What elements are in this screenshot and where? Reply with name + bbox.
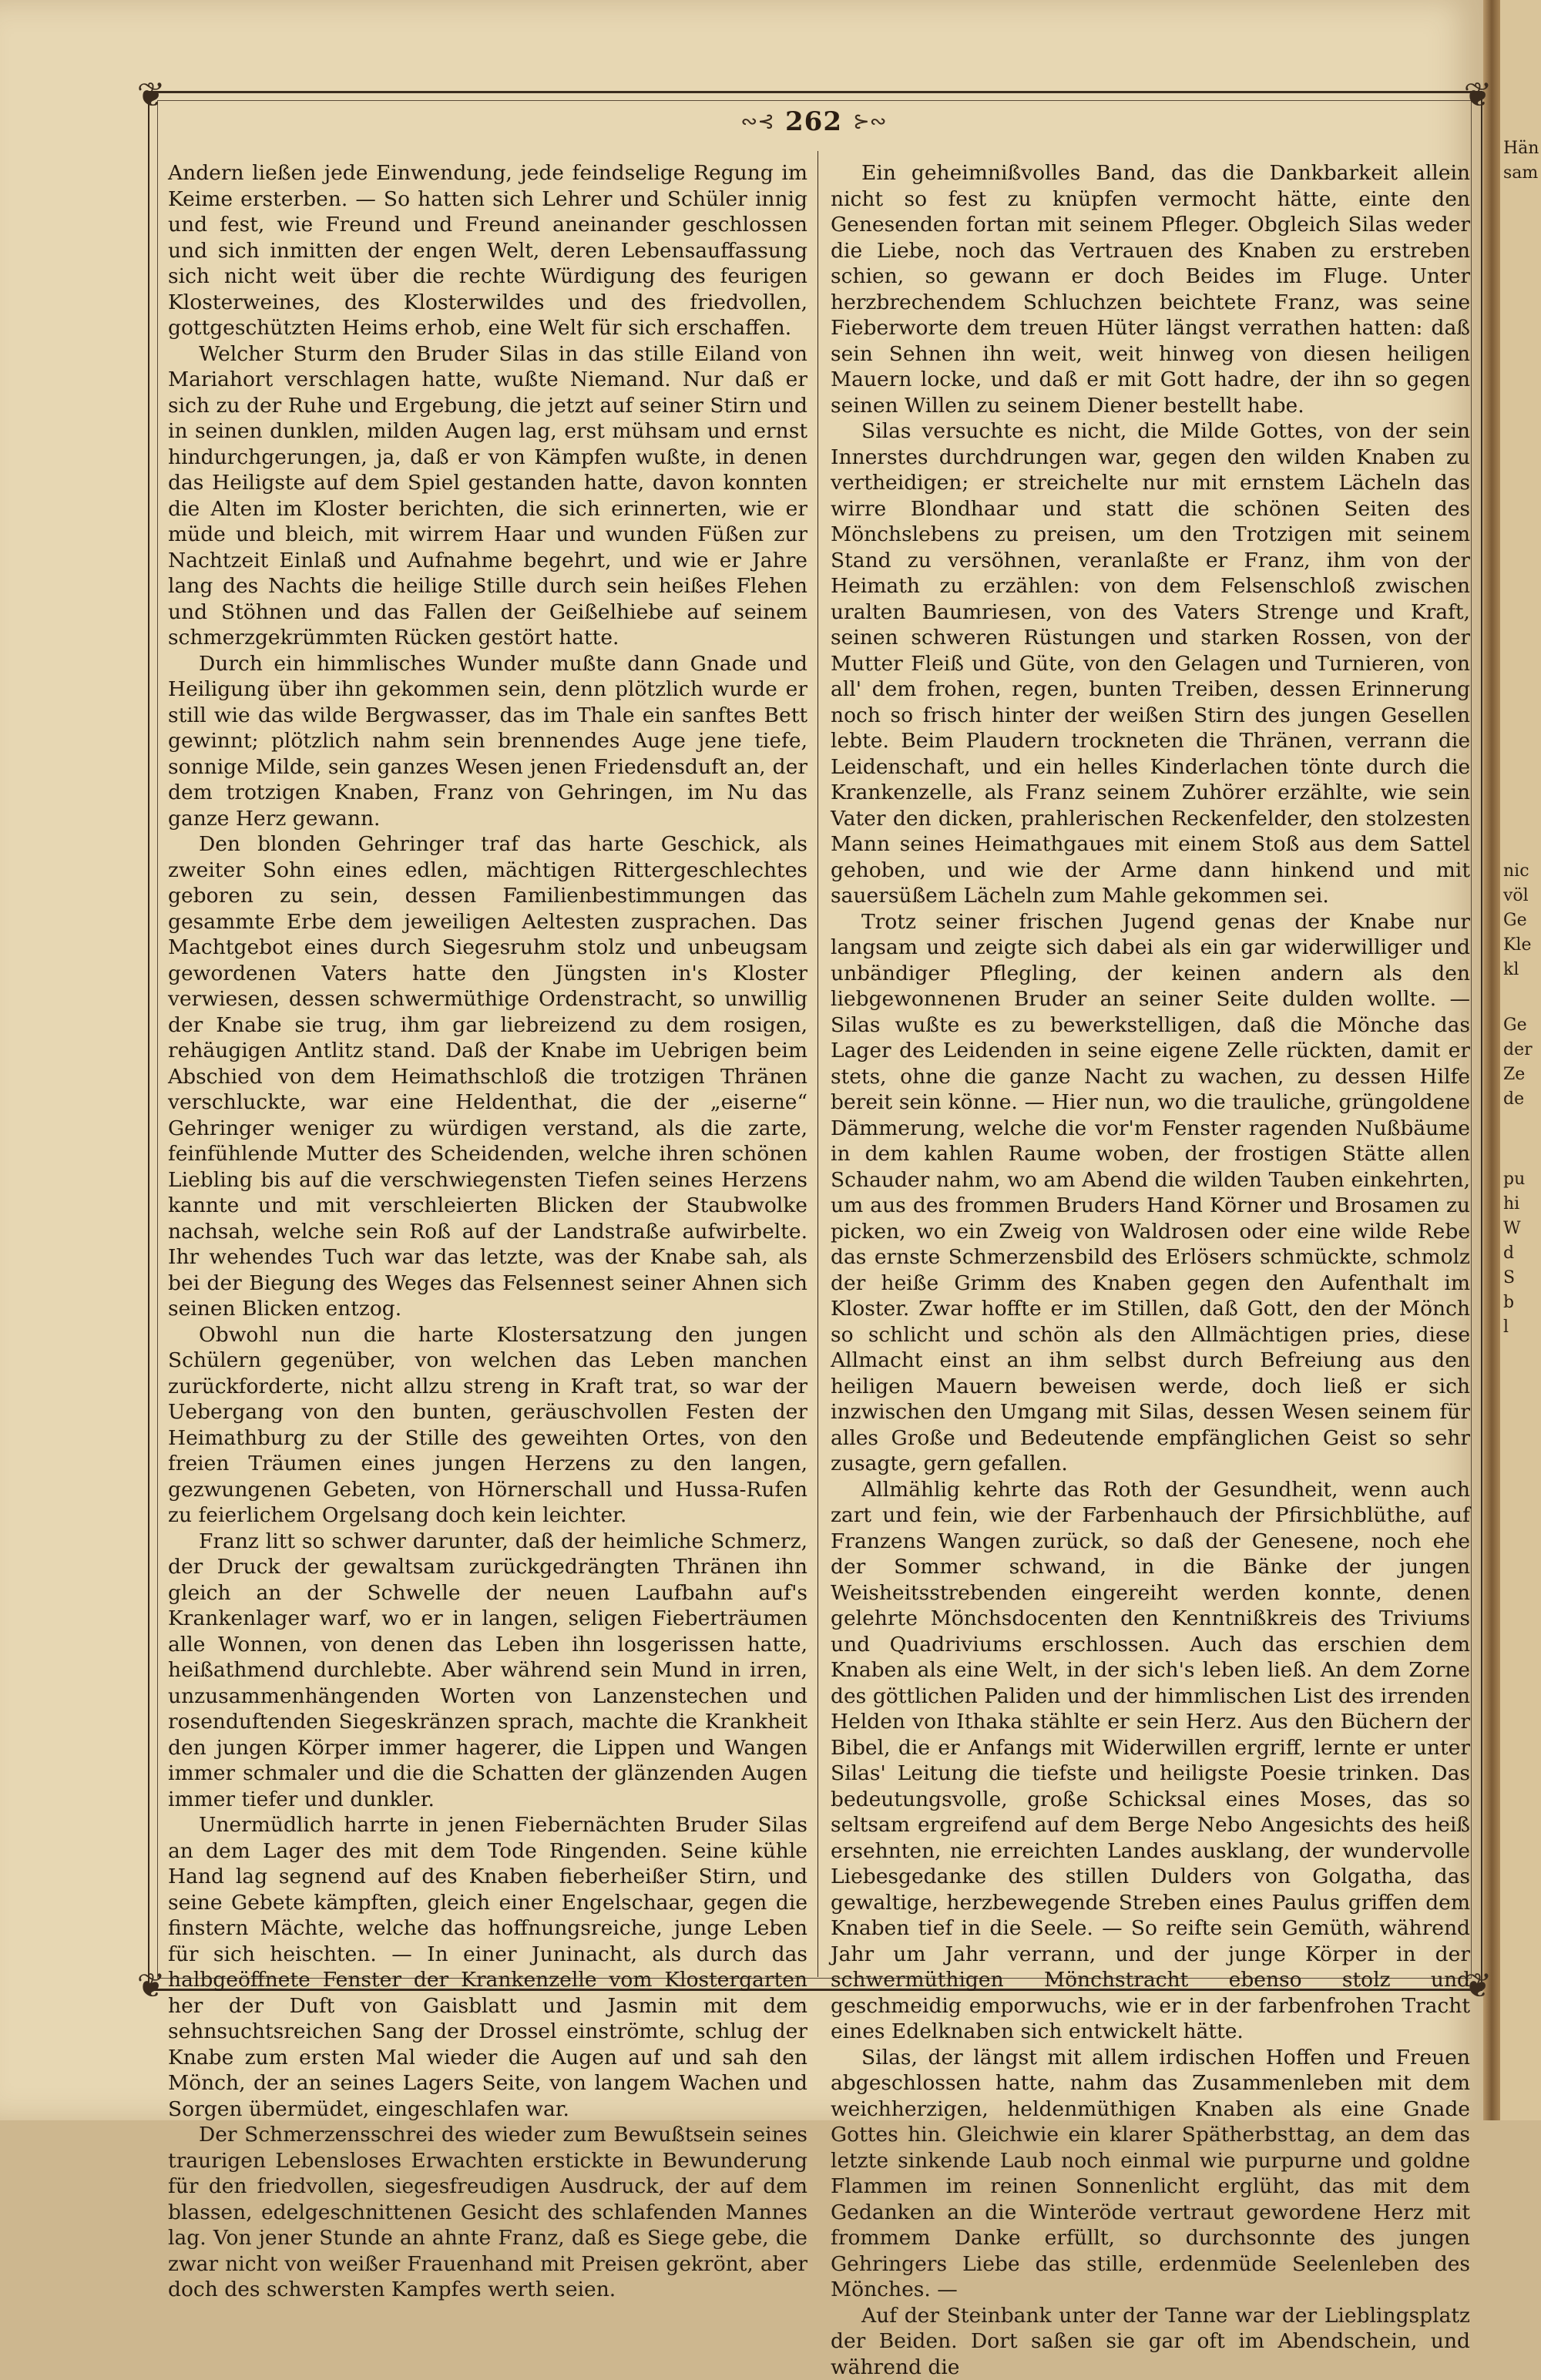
adjacent-page-text: Kle (1503, 935, 1532, 955)
adjacent-page-text: pu (1503, 1170, 1525, 1189)
adjacent-page-text: Ge (1503, 1015, 1527, 1035)
adjacent-page-text: der (1503, 1040, 1533, 1059)
page-number: 262 (785, 106, 842, 137)
paragraph: Den blonden Gehringer traf das harte Geschick, als zweiter Sohn eines edlen, mächtigen Rittergeschlechtes geboren zu sein, dessen Familienbestimmungen das gesammte Erbe dem jeweiligen Aeltesten zusprachen. Das Machtgebot eines durch Siegesruhm stolz und unbeugsam gewordenen Vaters hatte den Jüngsten in's Kloster verwiesen, dessen schwermüthige Ordenstracht, so unwillig der Knabe sie trug, ihm gar liebreizend zu dem rosigen, rehäugigen Antlitz stand. Daß der Knabe im Uebrigen beim Abschied von dem Heimathschloß die trotzigen Thränen verschluckte, war eine Heldenthat, die der „eiserne“ Gehringer weniger zu würdigen verstand, als die zarte, feinfühlende Mutter des Scheidenden, welche ihren schönen Liebling bis auf die verschwiegensten Tiefen seines Herzens kannte und mit verschleierten Blicken der Staubwolke nachsah, welche sein Roß auf der Landstraße aufwirbelte. Ihr wehendes Tuch war das letzte, was der Knabe sah, als bei der Biegung des Weges das Felsennest seiner Ahnen sich seinen Blicken entzog. (168, 831, 807, 1322)
corner-ornament-icon: ❦ (129, 74, 173, 117)
paragraph: Trotz seiner frischen Jugend genas der Knabe nur langsam und zeigte sich dabei als ein gar widerwilliger und unbändiger Pflegling, der keinen andern als den liebgewonnenen Bruder an seiner Seite dulden wollte. — Silas wußte es zu bewerkstelligen, daß die Mönche das Lager des Leidenden in seine eigene Zelle rückten, damit er stets, ohne die ganze Nacht zu wachen, zu dessen Hilfe bereit sein könne. — Hier nun, wo die trauliche, grüngoldene Dämmerung, welche die vor'm Fenster ragenden Nußbäume in dem kahlen Raume woben, der frostigen Stätte allen Schauder nahm, wo am Abend die wilden Tauben einkehrten, um aus des frommen Bruders Hand Körner und Brosamen zu picken, wo ein Zweig von Waldrosen oder eine wilde Rebe das ernste Schmerzensbild des Erlösers schmückte, schmolz der heiße Grimm des Knaben gegen den Aufenthalt im Kloster. Zwar hoffte er im Stillen, daß Gott, den der Mönch so schlicht und schön als den Allmächtigen pries, diese Allmacht einst an ihm selbst durch Befreiung aus den heiligen Mauern beweisen werde, doch ließ er sich inzwischen den Umgang mit Silas, dessen Wesen seinem für alles Große und Bedeutende empfänglichen Geist so sehr zusagte, gern gefallen. (831, 909, 1470, 1477)
adjacent-page-text: W (1503, 1219, 1521, 1238)
paragraph: Durch ein himmlisches Wunder mußte dann Gnade und Heiligung über ihn gekommen sein, denn plötzlich wurde er still wie das wilde Bergwasser, das im Thale ein sanftes Bett gewinnt; plötzlich nahm sein brennendes Auge jene tiefe, sonnige Milde, sein ganzes Wesen jenen Friedensduft an, der dem trotzigen Knaben, Franz von Gehringen, im Nu das ganze Herz gewann. (168, 651, 807, 832)
adjacent-page-text: l (1503, 1318, 1509, 1337)
paragraph: Silas, der längst mit allem irdischen Hoffen und Freuen abgeschlossen hatte, nahm das Zusammenleben mit dem weichherzigen, heldenmüthigen Knaben als eine Gnade Gottes hin. Gleichwie ein klarer Spätherbsttag, an dem das letzte sinkende Laub noch einmal wie purpurne und goldne Flammen im reinen Sonnenlicht erglüht, das mit dem Gedanken an die Winteröde vertraut gewordene Herz mit frommem Danke erfüllt, so durchsonnte des jungen Gehringers Liebe das stille, erdenmüde Seelenleben des Mönches. — (831, 2045, 1470, 2303)
paragraph: Auf der Steinbank unter der Tanne war der Lieblingsplatz der Beiden. Dort saßen sie gar oft im Abendschein, und während die (831, 2303, 1470, 2380)
corner-ornament-icon: ❦ (1456, 1965, 1499, 2008)
paragraph: Silas versuchte es nicht, die Milde Gottes, von der sein Innerstes durchdrungen war, gegen den wilden Knaben zu vertheidigen; er streichelte nur mit ernstem Lächeln das wirre Blondhaar und statt die schönen Seiten des Mönchslebens zu preisen, um den Trotzigen mit seinem Stand zu versöhnen, veranlaßte er Franz, ihm von der Heimath zu erzählen: von dem Felsenschloß zwischen uralten Baumriesen, von des Vaters Strenge und Kraft, seinen schweren Rüstungen und starken Rossen, von der Mutter Fleiß und Güte, von den Gelagen und Turnieren, von all' dem frohen, regen, bunten Treiben, dessen Erinnerung noch so frisch hinter der weißen Stirn des jungen Gesellen lebte. Beim Plaudern trockneten die Thränen, verrann die Leidenschaft, und ein helles Kinderlachen tönte durch die Krankenzelle, als Franz seinem Zuhörer erzählte, wie sein Vater den dicken, prahlerischen Reckenfelder, den stolzesten Mann seines Heimathgaues mit einem Stoß aus dem Sattel gehoben, und wie der Arme dann hinkend und mit sauersüßem Lächeln zum Mahle gekommen sei. (831, 418, 1470, 909)
book-spine (1483, 0, 1500, 2120)
header-ornament-right: ⊱∾ (853, 110, 887, 133)
adjacent-page-edge (1500, 0, 1541, 2120)
adjacent-page-text: Ge (1503, 911, 1527, 930)
left-column (168, 160, 807, 1963)
paragraph: Unermüdlich harrte in jenen Fiebernächten Bruder Silas an dem Lager des mit dem Tode Ringenden. Seine kühle Hand lag segnend auf des Knaben fieberheißer Stirn, und seine Gebete kämpften, gleich einer Engelschaar, gegen die finstern Mächte, welche das hoffnungsreiche, junge Leben für sich heischten. — In einer Juninacht, als durch das halbgeöffnete Fenster der Krankenzelle vom Klostergarten her der Duft von Gaisblatt und Jasmin mit dem sehnsuchtsreichen Sang der Drossel einströmte, schlug der Knabe zum ersten Mal wieder die Augen auf und sah den Mönch, der an seines Lagers Seite, von langem Wachen und Sorgen übermüdet, eingeschlafen war. (168, 1812, 807, 2122)
paragraph: Obwohl nun die harte Klostersatzung den jungen Schülern gegenüber, von welchen das Leben manchen zurückforderte, nicht allzu streng in Kraft trat, so war der Uebergang von den bunten, geräuschvollen Festen der Heimathburg zu der Stille des geweihten Ortes, von den freien Träumen eines jungen Herzens zu den langen, gezwungenen Gebeten, von Hörnerschall und Hussa-Rufen zu feierlichem Orgelsang doch kein leichter. (168, 1322, 807, 1529)
adjacent-page-text: nic (1503, 861, 1529, 881)
adjacent-page-text: d (1503, 1244, 1514, 1263)
adjacent-page-text: hi (1503, 1194, 1519, 1213)
paragraph: Ein geheimnißvolles Band, das die Dankbarkeit allein nicht so fest zu knüpfen vermocht hätte, einte den Genesenden fortan mit seinem Pfleger. Obgleich Silas weder die Liebe, noch das Vertrauen des Knaben zu erstreben schien, so gewann er doch Beides im Fluge. Unter herzbrechendem Schluchzen beichtete Franz, was seine Fieberworte dem treuen Hüter längst verrathen hatten: daß sein Sehnen ihn weit, weit hinweg von diesen heiligen Mauern locke, und daß er mit Gott hadre, der ihn so gegen seinen Willen zu seinem Diener bestellt habe. (831, 160, 1470, 418)
adjacent-page-text: kl (1503, 960, 1519, 979)
paragraph: Der Schmerzensschrei des wieder zum Bewußtsein seines traurigen Lebensloses Erwachten erstickte in Bewunderung für den friedvollen, siegesfreudigen Ausdruck, der auf dem blassen, edelgeschnittenen Gesicht des schlafenden Mannes lag. Von jener Stunde an ahnte Franz, daß es Siege gebe, die zwar nicht von weißer Frauenhand mit Preisen gekrönt, aber doch des schwersten Kampfes werth seien. (168, 2122, 807, 2303)
paragraph: Franz litt so schwer darunter, daß der heimliche Schmerz, der Druck der gewaltsam zurückgedrängten Thränen ihn gleich an der Schwelle der neuen Laufbahn auf's Krankenlager warf, wo er in langen, seligen Fieberträumen alle Wonnen, von denen das Leben ihn losgerissen hatte, heißathmend durchlebte. Aber während sein Mund in irren, unzusammenhängenden Worten von Lanzenstechen und rosenduftenden Siegeskränzen sprach, machte die Krankheit den jungen Körper immer hagerer, die Lippen und Wangen immer schmaler und die die Schatten der glänzenden Augen immer tiefer und dunkler. (168, 1529, 807, 1813)
adjacent-page-text: de (1503, 1089, 1524, 1109)
paragraph: Andern ließen jede Einwendung, jede feindselige Regung im Keime ersterben. — So hatten sich Lehrer und Schüler innig und fest, wie Freund und Freund aneinander geschlossen und sich inmitten der engen Welt, deren Lebensauffassung sich nicht weit über die rechte Würdigung des feurigen Klosterweines, des Klosterwildes und des friedvollen, gottgeschützten Heims erhob, eine Welt für sich erschaffen. (168, 160, 807, 341)
paragraph: Allmählig kehrte das Roth der Gesundheit, wenn auch zart und fein, wie der Farbenhauch der Pfirsichblüthe, auf Franzens Wangen zurück, so daß der Genesene, noch ehe der Sommer schwand, in die Bänke der jungen Weisheitsstrebenden eingereiht werden konnte, denen gelehrte Mönchsdocenten den Kenntnißkreis des Triviums und Quadriviums erschlossen. Auch das erschien dem Knaben als eine Welt, in der sich's leben ließ. An dem Zorne des göttlichen Paliden und der himmlischen List des irrenden Helden von Ithaka stählte er sein Herz. Aus den Büchern der Bibel, die er Anfangs mit Widerwillen ergriff, lernte er unter Silas' Leitung die tiefste und heiligste Poesie trinken. Das bedeutungsvolle, große Schicksal eines Moses, das so seltsam ergreifend auf dem Berge Nebo Angesichts des heiß ersehnten, nie erreichten Landes ausklang, der wundervolle Liebesgedanke des stillen Dulders von Golgatha, das gewaltige, herzbewegende Streben eines Paulus griffen dem Knaben tief in die Seele. — So reifte sein Gemüth, während Jahr um Jahr verrann, und der junge Körper in der schwermüthigen Mönchstracht ebenso stolz und geschmeidig emporwuchs, wie er in der farbenfrohen Tracht eines Edelknaben sich entwickelt hätte. (831, 1477, 1470, 2045)
header-ornament-left: ∾⊰ (740, 110, 774, 133)
adjacent-page-text: sam (1503, 163, 1538, 183)
adjacent-page-text: b (1503, 1293, 1514, 1312)
corner-ornament-icon: ❦ (1456, 74, 1499, 117)
page-header (157, 100, 1470, 143)
adjacent-page-text: Hän (1503, 139, 1539, 158)
adjacent-page-text: völ (1503, 886, 1529, 905)
adjacent-page-text: Ze (1503, 1065, 1525, 1084)
paragraph: Welcher Sturm den Bruder Silas in das stille Eiland von Mariahort verschlagen hatte, wußte Niemand. Nur daß er sich zu der Ruhe und Ergebung, die jetzt auf seiner Stirn und in seinen dunklen, milden Augen lag, erst mühsam und ernst hindurchgerungen, ja, daß er von Kämpfen wußte, in denen das Heiligste auf dem Spiel gestanden hatte, davon konnten die Alten im Kloster berichten, die sich erinnerten, wie er müde und bleich, mit wirrem Haar und wunden Füßen zur Nachtzeit Einlaß und Aufnahme begehrt, und wie er Jahre lang des Nachts die heilige Stille durch sein heißes Flehen und Stöhnen und das Fallen der Geißelhiebe auf seinem schmerzgekrümmten Rücken gestört hatte. (168, 341, 807, 651)
adjacent-page-text: S (1503, 1268, 1515, 1287)
corner-ornament-icon: ❦ (129, 1965, 173, 2008)
right-column (831, 160, 1470, 1963)
